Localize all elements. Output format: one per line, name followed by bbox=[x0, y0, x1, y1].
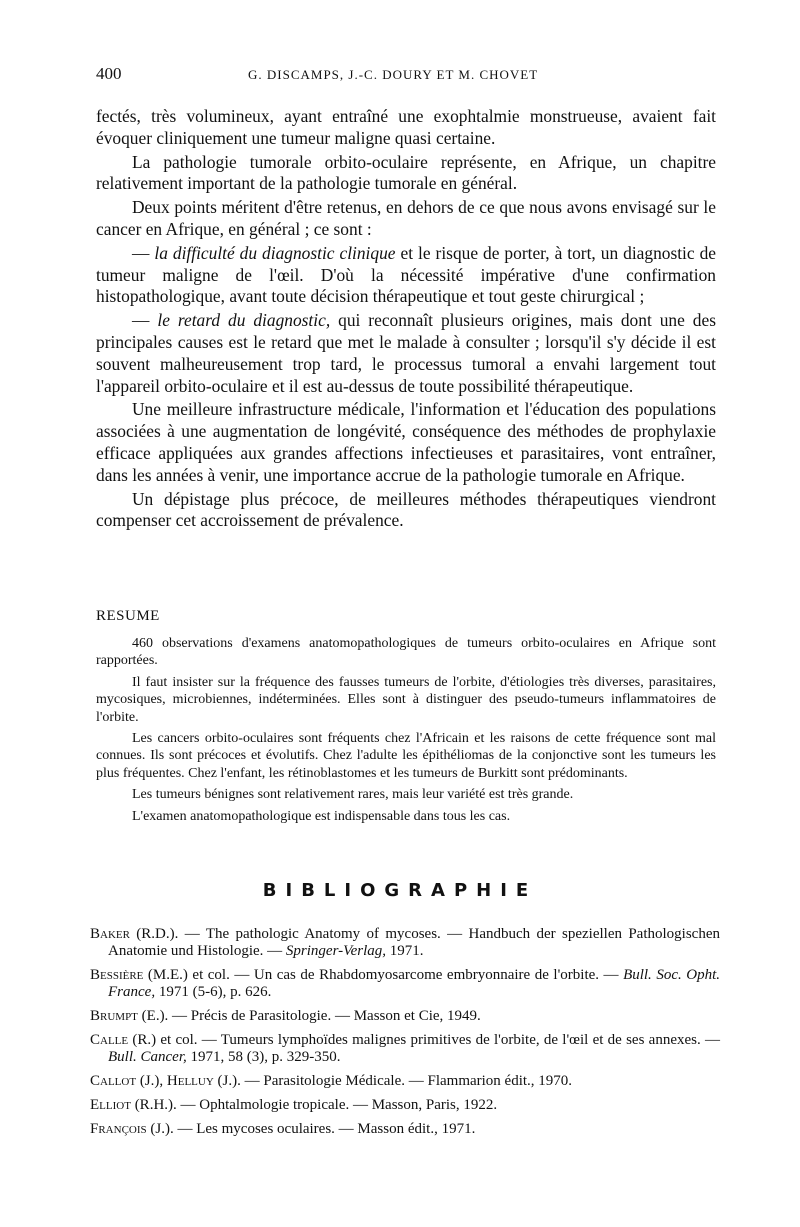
body-text bbox=[96, 106, 716, 534]
bib-entry: Calle (R.) et col. — Tumeurs lymphoïdes malignes primitives de l'orbite, de l'œil et de ses annexes. — Bull. Cancer, 1971, 58 (3), p. 329-350. bbox=[90, 1032, 720, 1065]
resume-paragraph: Les cancers orbito-oculaires sont fréquents chez l'Africain et les raisons de cette fréquence sont mal connues. Ils sont précoces et évolutifs. Chez l'adulte les épithéliomas de la conjonctive sont les tumeurs les plus fréquentes. Chez l'enfant, les rétinoblastomes et les tumeurs de Burkitt sont prédominants. bbox=[96, 731, 716, 781]
bibliography-list bbox=[90, 926, 720, 1145]
bib-entry: François (J.). — Les mycoses oculaires. — Masson édit., 1971. bbox=[90, 1121, 476, 1137]
list-item: — la difficulté du diagnostic clinique et le risque de porter, à tort, un diagnostic de tumeur maligne de l'œil. D'où la nécessité impérative d'une confirmation histopathologique, avant toute décision thérapeutique et tout geste chirurgical ; bbox=[96, 242, 716, 307]
bib-entry: Callot (J.), Helluy (J.). — Parasitologie Médicale. — Flammarion édit., 1970. bbox=[90, 1073, 573, 1089]
bib-entry: Baker (R.D.). — The pathologic Anatomy of mycoses. — Handbuch der speziellen Pathologischen Anatomie und Histologie. — Springer-Verlag, 1971. bbox=[90, 926, 720, 959]
resume-paragraph: Il faut insister sur la fréquence des fausses tumeurs de l'orbite, d'étiologies très diverses, parasitaires, mycosiques, microbiennes, indéterminées. Elles sont à distinguer des pseudo-tumeurs inflammatoires de l'orbite. bbox=[96, 674, 716, 725]
resume-heading: RESUME bbox=[96, 608, 160, 624]
resume-paragraph: Les tumeurs bénignes sont relativement rares, mais leur variété est très grande. bbox=[132, 787, 574, 803]
resume-paragraph: 460 observations d'examens anatomopathologiques de tumeurs orbito-oculaires en Afrique sont rapportées. bbox=[96, 636, 716, 669]
bib-entry: Brumpt (E.). — Précis de Parasitologie. — Masson et Cie, 1949. bbox=[90, 1008, 481, 1024]
paragraph: fectés, très volumineux, ayant entraîné une exophtalmie monstrueuse, avaient fait évoquer cliniquement une tumeur maligne quasi certaine. bbox=[96, 106, 716, 148]
page-header bbox=[96, 64, 716, 88]
emphasis: la difficulté du diagnostic clinique bbox=[154, 242, 396, 263]
resume-section bbox=[96, 635, 716, 829]
paragraph: Un dépistage plus précoce, de meilleures méthodes thérapeutiques viendront compenser cet accroissement de prévalence. bbox=[96, 488, 716, 531]
paragraph: Une meilleure infrastructure médicale, l'information et l'éducation des populations associées à une augmentation de longévité, conséquence des méthodes de prophylaxie efficace appliquées aux grandes affections infectieuses et parasitaires, vont entraîner, dans les années à venir, une importance accrue de la pathologie tumorale en Afrique. bbox=[96, 399, 716, 485]
bib-entry: Bessière (M.E.) et col. — Un cas de Rhabdomyosarcome embryonnaire de l'orbite. — Bull. Soc. Opht. France, 1971 (5-6), p. 626. bbox=[90, 967, 721, 1000]
emphasis: le retard du diagnostic, bbox=[157, 310, 331, 331]
page-number: 400 bbox=[96, 64, 122, 83]
running-head: G. DISCAMPS, J.-C. DOURY ET M. CHOVET bbox=[248, 67, 539, 82]
paragraph: La pathologie tumorale orbito-oculaire représente, en Afrique, un chapitre relativement important de la pathologie tumorale en général. bbox=[96, 151, 716, 194]
bibliography-heading: BIBLIOGRAPHIE bbox=[262, 880, 538, 901]
resume-paragraph: L'examen anatomopathologique est indispensable dans tous les cas. bbox=[132, 808, 511, 824]
paragraph: Deux points méritent d'être retenus, en dehors de ce que nous avons envisagé sur le cancer en Afrique, en général ; ce sont : bbox=[96, 197, 716, 239]
bib-entry: Elliot (R.H.). — Ophtalmologie tropicale. — Masson, Paris, 1922. bbox=[90, 1097, 498, 1113]
list-item: — le retard du diagnostic, qui reconnaît plusieurs origines, mais dont une des principales causes est le retard que met le malade à consulter ; lorsqu'il s'y décide il est souvent malheureusement trop tard, le processus tumoral a envahi largement tout l'appareil orbito-oculaire et il est au-dessus de toute possibilité thérapeutique. bbox=[96, 310, 716, 396]
